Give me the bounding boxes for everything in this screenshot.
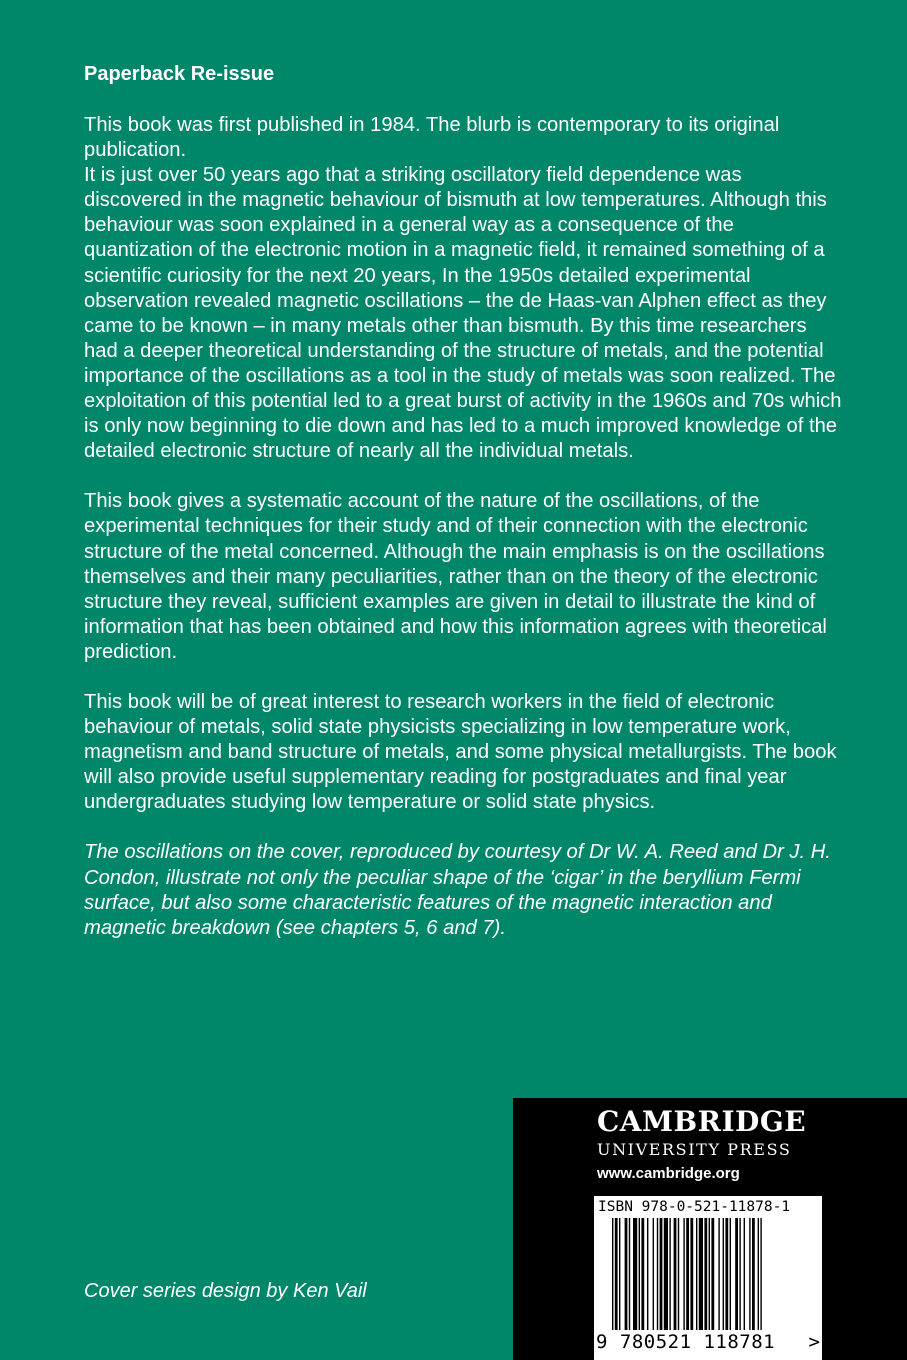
barcode-bar: [641, 1218, 644, 1330]
barcode-bar: [633, 1218, 637, 1330]
cover-design-credit: Cover series design by Ken Vail: [84, 1280, 367, 1302]
barcode-bar: [735, 1218, 738, 1330]
barcode-end-mark: >: [808, 1331, 820, 1353]
barcode-icon: [594, 1218, 822, 1333]
barcode-digits: 9 780521 118781: [596, 1331, 776, 1353]
barcode-bar: [711, 1218, 714, 1330]
barcode-bar: [612, 1218, 613, 1330]
barcode-bar: [739, 1218, 740, 1330]
barcode-bar: [749, 1218, 750, 1330]
barcode-bar: [760, 1218, 761, 1330]
barcode-bar: [619, 1218, 620, 1330]
barcode-bar: [718, 1218, 719, 1330]
blurb-paragraph: This book gives a systematic account of the nature of the oscillations, of the experimental techniques for their study and of their connection with the electronic structure of the metal concerned. Although the main emphasis is on the oscillations themselves and their many peculiarities, rather than on the theory of the electronic structure they reveal, sufficient examples are given in detail to illustrate the kind of information that has been obtained and how this information agrees with theoretical prediction.: [84, 490, 827, 663]
barcode-bar: [615, 1218, 618, 1330]
barcode-bar: [639, 1218, 640, 1330]
publisher-logo-subname: UNIVERSITY PRESS: [597, 1140, 792, 1159]
barcode-bar: [686, 1218, 689, 1330]
barcode-bar: [678, 1218, 679, 1330]
barcode-bar: [683, 1218, 684, 1330]
barcode-bar: [696, 1218, 697, 1330]
barcode-bar: [709, 1218, 710, 1330]
blurb-paragraph: It is just over 50 years ago that a striking oscillatory field dependence was discovered in the magnetic behaviour of bismuth at low temperatures. Although this behaviour was soon explained in a general way as a consequence of the quantization of the electronic motion in a magnetic field, it remained something of a scientific curiosity for the next 20 years, In the 1950s detailed experimental observation revealed magnetic oscillations – the de Haas-van Alphen effect as they came to be known – in many metals other than bismuth. By this time researchers had a deeper theoretical understanding of the structure of metals, and the potential importance of the oscillations as a tool in the study of metals was soon realized. The exploitation of this potential led to a great burst of activity in the 1960s and 70s which is only now beginning to die down and has led to a much improved knowledge of the detailed electronic structure of nearly all the individual metals.: [84, 164, 842, 463]
barcode-bar: [704, 1218, 707, 1330]
cover-image-credit: The oscillations on the cover, reproduced by courtesy of Dr W. A. Reed and Dr J. H. Condon, illustrate not only the peculiar shape of the ‘cigar’ in the beryllium Fermi surface, but also some characteristic features of the magnetic interaction and magnetic breakdown (see chapters 5, 6 and 7).: [84, 841, 831, 939]
barcode-bar: [699, 1218, 703, 1330]
barcode-bar: [723, 1218, 724, 1330]
barcode-bar: [669, 1218, 670, 1330]
barcode-bar: [647, 1218, 648, 1330]
barcode-label: [594, 1196, 822, 1360]
barcode-bar: [730, 1218, 731, 1330]
blurb-paragraph: This book will be of great interest to research workers in the field of electronic behaviour of metals, solid state physicists specializing in low temperature work, magnetism and band structure of metals, and some physical metallurgists. The book will also provide useful supplementary reading for postgraduates and final year undergraduates studying low temperature or solid state physics.: [84, 690, 837, 814]
barcode-bar: [752, 1218, 755, 1330]
barcode-bar: [629, 1218, 630, 1330]
isbn-text: ISBN 978-0-521-11878-1: [598, 1199, 791, 1215]
barcode-bar: [625, 1218, 628, 1330]
publisher-panel: [513, 1098, 907, 1360]
barcode-bar: [660, 1218, 663, 1330]
barcode-bar: [657, 1218, 658, 1330]
barcode-bar: [690, 1218, 693, 1330]
publisher-logo-name: CAMBRIDGE: [597, 1105, 807, 1138]
reissue-heading: Paperback Re-issue: [84, 63, 275, 85]
barcode-bar: [653, 1218, 654, 1330]
barcode-bar: [674, 1218, 677, 1330]
barcode-bar: [758, 1218, 759, 1330]
publisher-url: www.cambridge.org: [597, 1165, 740, 1182]
barcode-bar: [664, 1218, 668, 1330]
blurb: [84, 113, 844, 941]
blurb-paragraph: This book was first published in 1984. The blurb is contemporary to its original publication.: [84, 114, 780, 162]
barcode-bar: [744, 1218, 745, 1330]
barcode-bar: [725, 1218, 728, 1330]
